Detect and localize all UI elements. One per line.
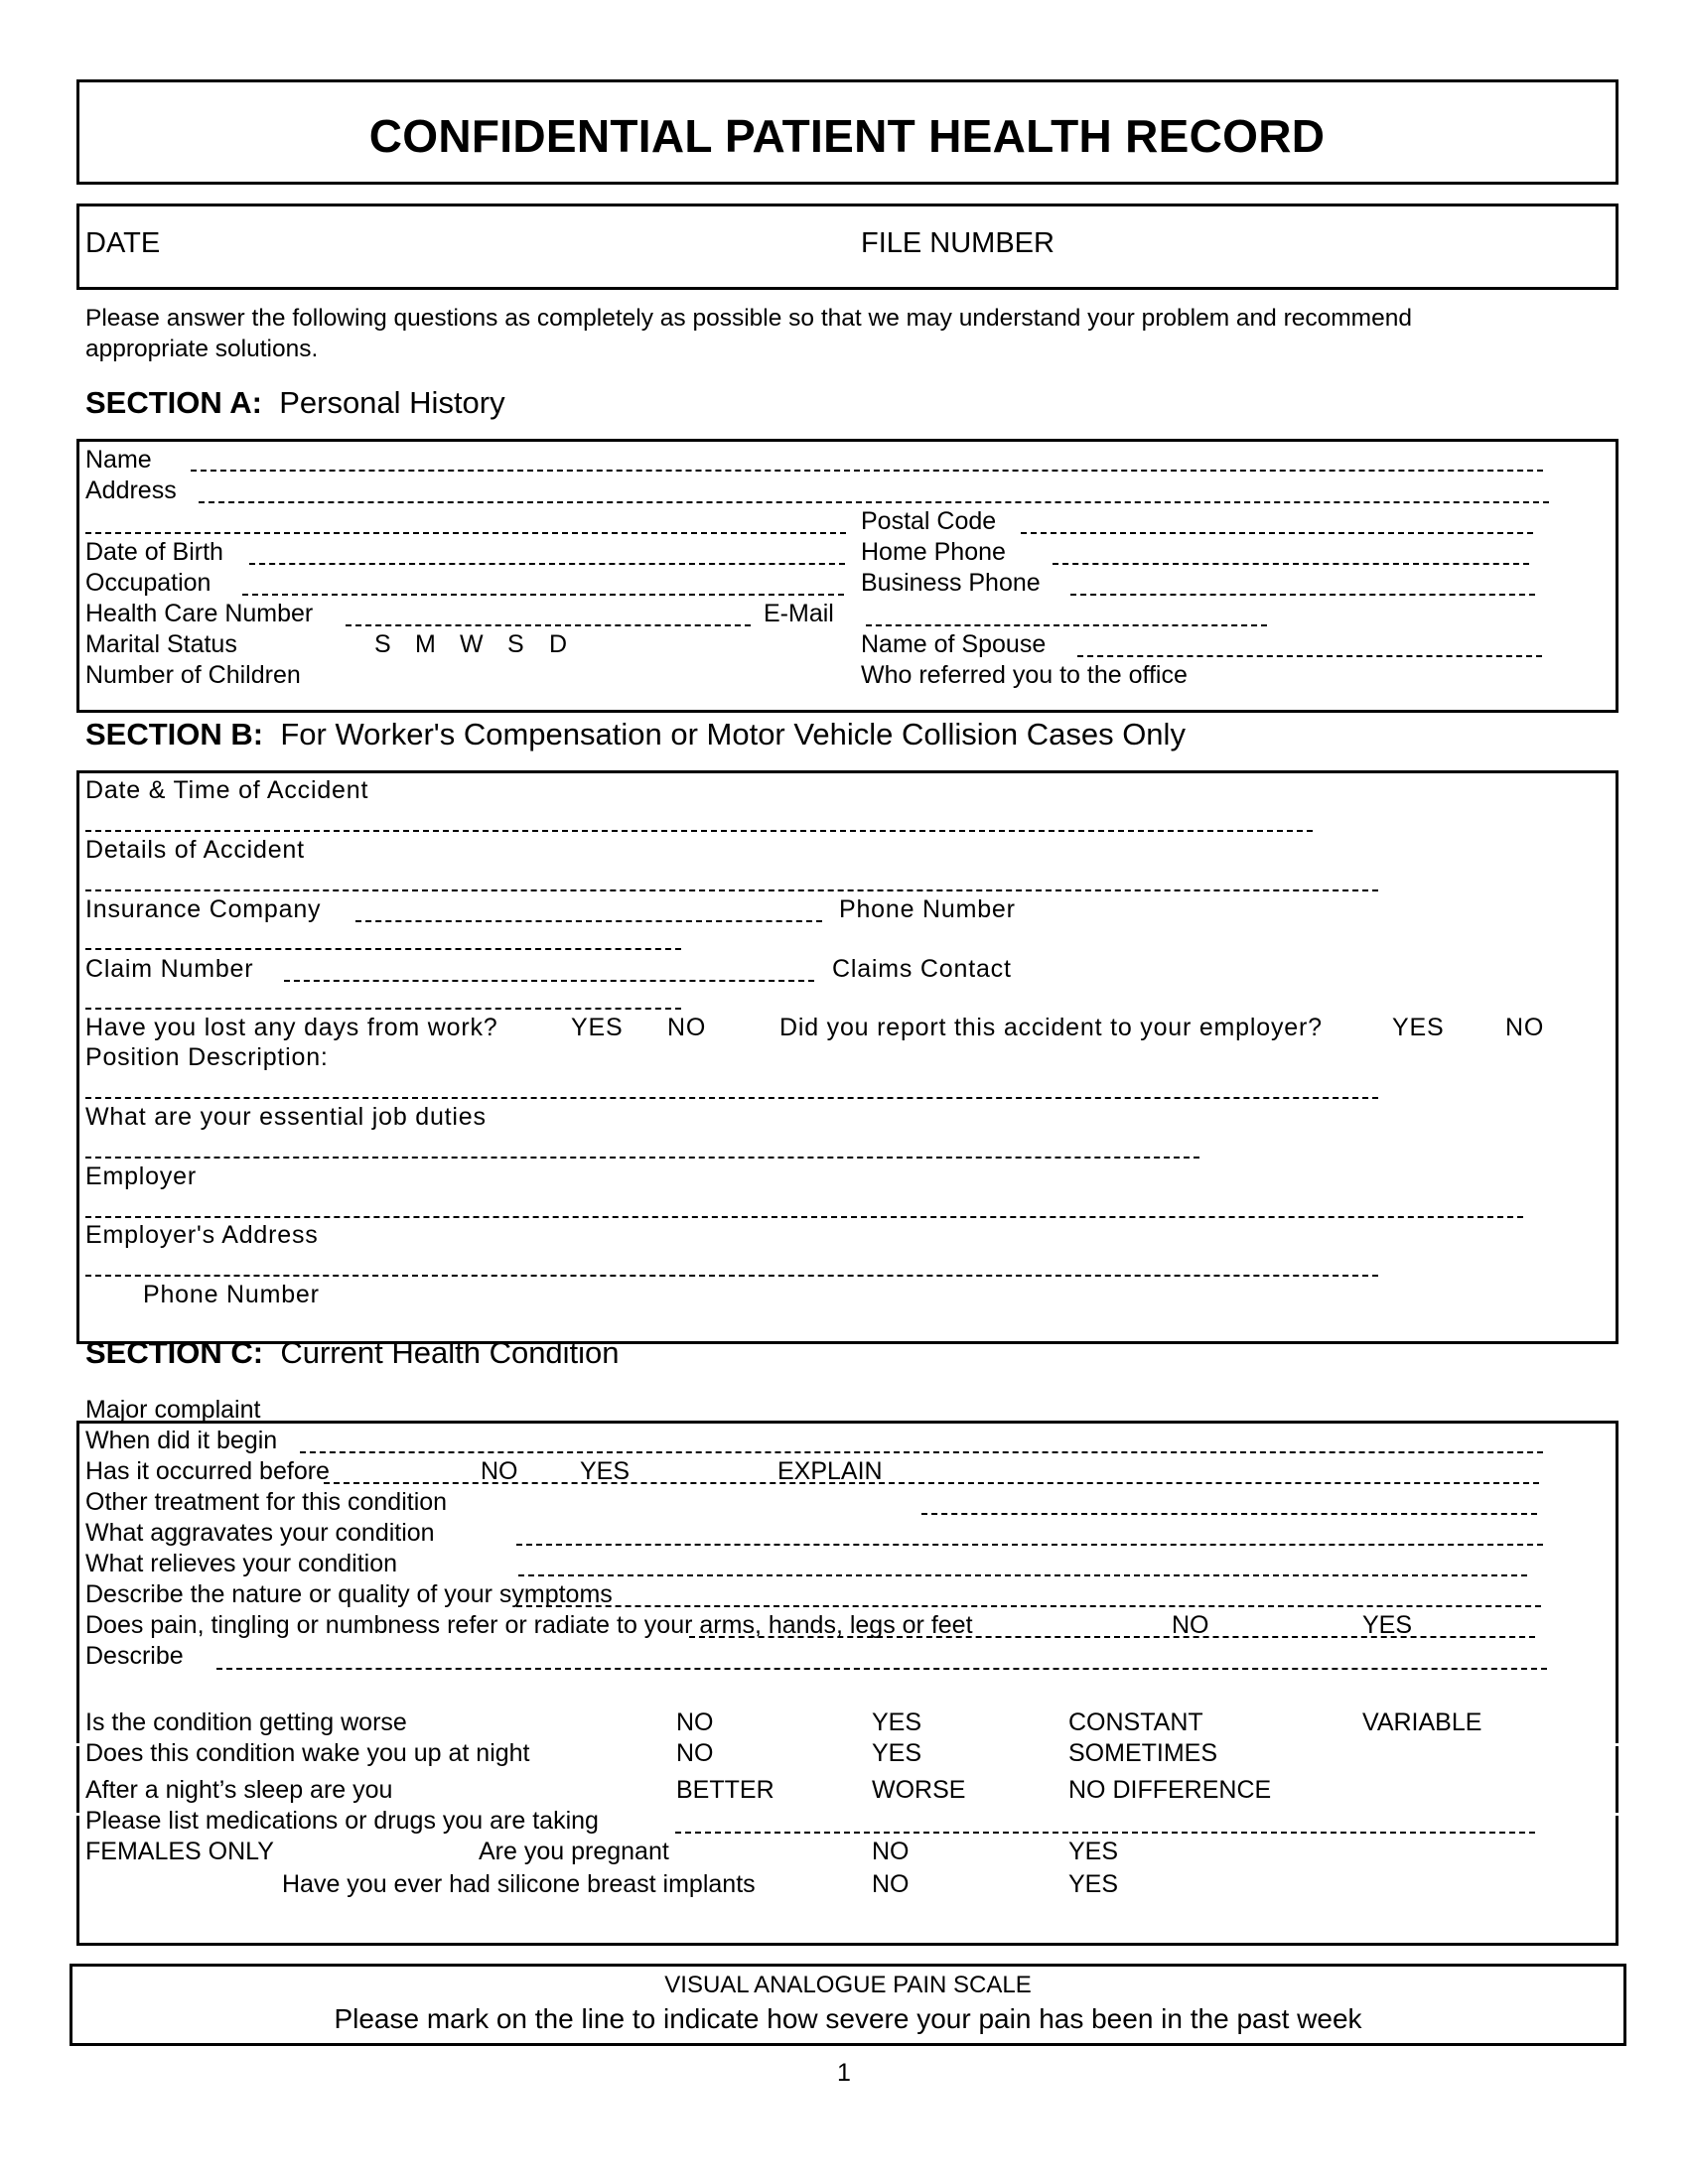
claims-contact-field[interactable] xyxy=(85,1008,681,1010)
postal-code-label: Postal Code xyxy=(861,507,997,535)
section-a-heading xyxy=(85,385,505,421)
marital-option-separated[interactable]: S xyxy=(507,630,524,658)
occurred-before-label: Has it occurred before xyxy=(85,1457,330,1485)
symptoms-nature-label: Describe the nature or quality of your symptoms xyxy=(85,1580,613,1608)
pregnant-question: Are you pregnant xyxy=(479,1838,669,1865)
getting-worse-question: Is the condition getting worse xyxy=(85,1708,407,1736)
section-c-border-break xyxy=(74,1743,80,1746)
implants-yes-option[interactable]: YES xyxy=(1068,1870,1119,1898)
describe-label: Describe xyxy=(85,1642,184,1670)
marital-option-single[interactable]: S xyxy=(374,630,391,658)
file-number-label: FILE NUMBER xyxy=(861,227,1055,259)
page-number: 1 xyxy=(837,2059,851,2087)
job-duties-field[interactable] xyxy=(85,1157,1199,1159)
name-label: Name xyxy=(85,446,152,474)
accident-date-time-label: Date & Time of Accident xyxy=(85,776,369,804)
major-complaint-field[interactable] xyxy=(300,1451,1543,1453)
section-c-heading xyxy=(85,1335,620,1371)
position-description-label: Position Description: xyxy=(85,1043,329,1071)
pain-scale-instruction: Please mark on the line to indicate how severe your pain has been in the past week xyxy=(334,2003,1362,2034)
section-c-border-break xyxy=(1615,1743,1620,1746)
sleep-no-difference-option[interactable]: NO DIFFERENCE xyxy=(1068,1776,1272,1804)
when-begin-label: When did it begin xyxy=(85,1427,278,1454)
radiate-yes-option[interactable]: YES xyxy=(1362,1611,1413,1639)
email-field[interactable] xyxy=(866,624,1267,626)
implants-no-option[interactable]: NO xyxy=(872,1870,910,1898)
wake-yes-option[interactable]: YES xyxy=(872,1739,922,1767)
home-phone-field[interactable] xyxy=(1053,563,1529,565)
home-phone-label: Home Phone xyxy=(861,538,1006,566)
address-label: Address xyxy=(85,477,177,504)
address-field-2[interactable] xyxy=(85,532,846,534)
employer-phone-label: Phone Number xyxy=(143,1281,320,1308)
date-of-birth-label: Date of Birth xyxy=(85,538,223,566)
section-a-box xyxy=(76,439,1618,713)
worse-constant-option[interactable]: CONSTANT xyxy=(1068,1708,1203,1736)
health-care-number-label: Health Care Number xyxy=(85,600,314,627)
medications-field[interactable] xyxy=(675,1832,1535,1834)
marital-option-divorced[interactable]: D xyxy=(549,630,568,658)
position-description-field[interactable] xyxy=(85,1097,1378,1099)
aggravates-label: What aggravates your condition xyxy=(85,1519,435,1547)
relieves-field[interactable] xyxy=(516,1605,1541,1607)
section-a-title: Personal History xyxy=(279,385,505,420)
name-of-spouse-field[interactable] xyxy=(1077,655,1542,657)
employer-label: Employer xyxy=(85,1162,197,1190)
claim-number-label: Claim Number xyxy=(85,955,254,983)
number-of-children-label: Number of Children xyxy=(85,661,301,689)
radiate-no-option[interactable]: NO xyxy=(1172,1611,1209,1639)
section-b-label: SECTION B: xyxy=(85,717,264,751)
health-care-number-field[interactable] xyxy=(346,624,751,626)
job-duties-label: What are your essential job duties xyxy=(85,1103,487,1131)
reported-yes-option[interactable]: YES xyxy=(1392,1014,1445,1041)
section-c-title: Current Health Condition xyxy=(280,1335,620,1370)
lost-days-question: Have you lost any days from work? xyxy=(85,1014,498,1041)
section-c-label: SECTION C: xyxy=(85,1335,264,1370)
claims-contact-label: Claims Contact xyxy=(832,955,1012,983)
reported-no-option[interactable]: NO xyxy=(1505,1014,1545,1041)
worse-variable-option[interactable]: VARIABLE xyxy=(1362,1708,1482,1736)
name-of-spouse-label: Name of Spouse xyxy=(861,630,1047,658)
business-phone-field[interactable] xyxy=(1070,594,1535,596)
occurred-yes-option[interactable]: YES xyxy=(580,1457,631,1485)
section-c-border-break xyxy=(74,1813,80,1816)
employer-field[interactable] xyxy=(85,1216,1523,1218)
marital-option-widowed[interactable]: W xyxy=(460,630,484,658)
employer-address-field[interactable] xyxy=(85,1275,1378,1277)
name-field[interactable] xyxy=(191,470,1543,472)
page-title: CONFIDENTIAL PATIENT HEALTH RECORD xyxy=(368,110,1326,162)
sleep-worse-option[interactable]: WORSE xyxy=(872,1776,966,1804)
other-treatment-label: Other treatment for this condition xyxy=(85,1488,448,1516)
address-field-1[interactable] xyxy=(199,501,1549,503)
accident-details-label: Details of Accident xyxy=(85,836,305,864)
section-b-title: For Worker's Compensation or Motor Vehicle Collision Cases Only xyxy=(280,717,1186,751)
pain-scale-title: VISUAL ANALOGUE PAIN SCALE xyxy=(664,1972,1032,1998)
section-a-label: SECTION A: xyxy=(85,385,262,420)
pregnant-yes-option[interactable]: YES xyxy=(1068,1838,1119,1865)
describe-field[interactable] xyxy=(216,1668,1547,1670)
insurance-company-label: Insurance Company xyxy=(85,895,322,923)
section-b-heading xyxy=(85,717,1186,752)
lost-days-no-option[interactable]: NO xyxy=(667,1014,707,1041)
sleep-better-option[interactable]: BETTER xyxy=(676,1776,774,1804)
worse-yes-option[interactable]: YES xyxy=(872,1708,922,1736)
date-of-birth-field[interactable] xyxy=(249,563,845,565)
explain-label: EXPLAIN xyxy=(777,1457,883,1485)
insurance-company-field[interactable] xyxy=(355,920,822,922)
marital-status-label: Marital Status xyxy=(85,630,237,658)
aggravates-field[interactable] xyxy=(518,1574,1527,1576)
postal-code-field[interactable] xyxy=(1021,532,1533,534)
occurred-no-option[interactable]: NO xyxy=(481,1457,518,1485)
implants-question: Have you ever had silicone breast implants xyxy=(282,1870,756,1898)
email-label: E-Mail xyxy=(764,600,834,627)
relieves-label: What relieves your condition xyxy=(85,1550,398,1577)
occupation-field[interactable] xyxy=(242,594,844,596)
section-c-border-break xyxy=(1615,1813,1620,1816)
occupation-label: Occupation xyxy=(85,569,211,597)
date-file-box xyxy=(76,204,1618,290)
business-phone-label: Business Phone xyxy=(861,569,1041,597)
medications-label: Please list medications or drugs you are taking xyxy=(85,1807,599,1835)
other-treatment-field[interactable] xyxy=(516,1544,1543,1546)
worse-no-option[interactable]: NO xyxy=(676,1708,714,1736)
employer-address-label: Employer's Address xyxy=(85,1221,319,1249)
accident-date-time-field[interactable] xyxy=(85,830,1313,832)
explain-field[interactable] xyxy=(921,1513,1537,1515)
wake-sometimes-option[interactable]: SOMETIMES xyxy=(1068,1739,1218,1767)
wake-at-night-question: Does this condition wake you up at night xyxy=(85,1739,530,1767)
pregnant-no-option[interactable]: NO xyxy=(872,1838,910,1865)
accident-details-field[interactable] xyxy=(85,889,1378,891)
lost-days-yes-option[interactable]: YES xyxy=(571,1014,624,1041)
radiate-question: Does pain, tingling or numbness refer or radiate to your arms, hands, legs or feet xyxy=(85,1611,973,1639)
reported-question: Did you report this accident to your employer? xyxy=(779,1014,1323,1041)
intro-text-line-1: Please answer the following questions as completely as possible so that we may understand your problem and recommend xyxy=(85,305,1412,332)
insurance-phone-field[interactable] xyxy=(85,948,681,950)
intro-text-line-2: appropriate solutions. xyxy=(85,336,319,362)
date-label: DATE xyxy=(85,227,161,259)
after-sleep-question: After a night’s sleep are you xyxy=(85,1776,393,1804)
major-complaint-label: Major complaint xyxy=(85,1396,261,1424)
marital-option-married[interactable]: M xyxy=(415,630,436,658)
wake-no-option[interactable]: NO xyxy=(676,1739,714,1767)
referred-by-label: Who referred you to the office xyxy=(861,661,1188,689)
insurance-phone-label: Phone Number xyxy=(839,895,1016,923)
females-only-label: FEMALES ONLY xyxy=(85,1838,274,1865)
claim-number-field[interactable] xyxy=(284,980,814,982)
